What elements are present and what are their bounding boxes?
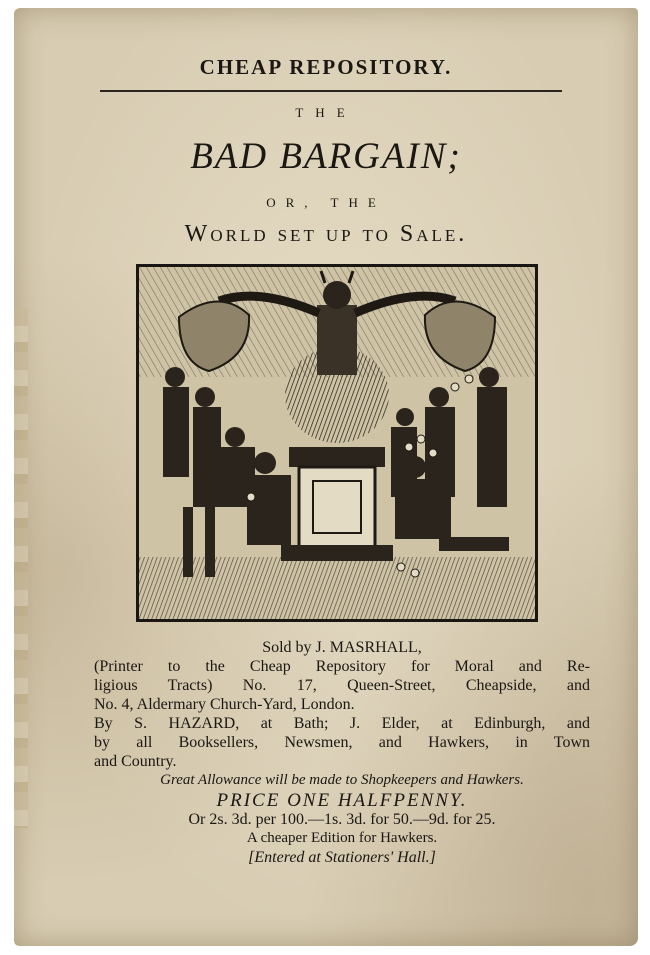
worn-edge — [14, 308, 28, 828]
imprint-block — [94, 638, 590, 867]
title-page — [14, 8, 638, 946]
hazard-line-1: By S. HAZARD, at Bath; J. Elder, at Edinburgh, and — [94, 715, 590, 732]
hazard-line-2: by all Booksellers, Newsmen, and Hawkers, in Town — [94, 734, 590, 751]
entered-at-hall: [Entered at Stationers' Hall.] — [248, 849, 436, 866]
price: PRICE ONE HALFPENNY. — [216, 790, 468, 811]
header-rule — [100, 90, 562, 92]
printer-line-2: ligious Tracts) No. 17, Queen-Street, Cheapside, and — [94, 677, 590, 694]
sold-by: Sold by J. MASRHALL, — [262, 639, 422, 656]
main-title: BAD BARGAIN; — [190, 136, 462, 177]
cheaper-edition: A cheaper Edition for Hawkers. — [246, 830, 438, 846]
hazard-line-3: and Country. — [94, 753, 177, 770]
printer-line-3: No. 4, Aldermary Church-Yard, London. — [94, 696, 355, 713]
allowance-note: Great Allowance will be made to Shopkeepers and Hawkers. — [160, 772, 524, 788]
bulk-rates: Or 2s. 3d. per 100.—1s. 3d. for 50.—9d. for 25. — [188, 811, 496, 828]
subtitle: World set up to Sale. — [184, 221, 468, 247]
or-the-label: OR, THE — [266, 195, 386, 210]
woodcut-drawing — [139, 267, 535, 619]
the-label: THE — [295, 105, 357, 120]
series-title: CHEAP REPOSITORY. — [199, 55, 453, 79]
printer-line-1: (Printer to the Cheap Repository for Moral and Re- — [94, 658, 590, 675]
woodcut-illustration — [136, 264, 538, 622]
